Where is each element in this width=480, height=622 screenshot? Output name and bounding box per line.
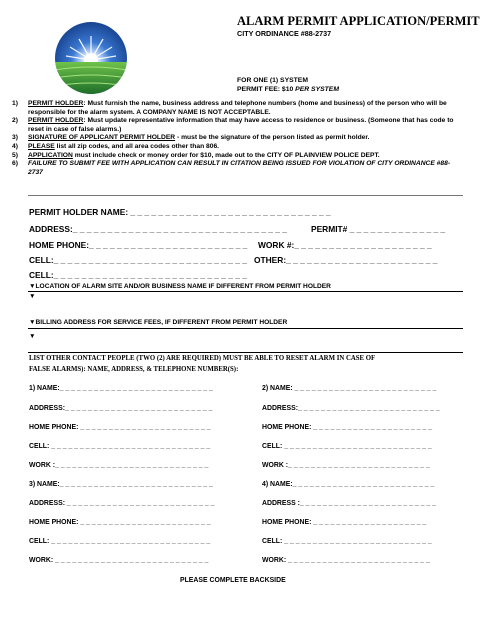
contact-1-home-phone-field[interactable]: HOME PHONE: _ _ _ _ _ _ _ _ _ _ _ _ _ _ _ _ _ _ _ _ _ _ _ bbox=[29, 424, 211, 431]
down-arrow-icon: ▼ bbox=[29, 293, 36, 300]
instruction-body: - must be the signature of the person listed as permit holder. bbox=[175, 134, 370, 142]
contacts-heading-2: FALSE ALARMS): NAME, ADDRESS, & TELEPHONE NUMBER(S): bbox=[29, 366, 239, 373]
instructions-list bbox=[12, 100, 462, 177]
instruction-number: 1) bbox=[12, 100, 18, 107]
cell-field-2[interactable]: CELL:_ _ _ _ _ _ _ _ _ _ _ _ _ _ _ _ _ _ _ _ _ _ _ _ _ _ _ _ bbox=[29, 270, 247, 280]
instruction-lead: PERMIT HOLDER bbox=[28, 100, 84, 107]
address-field[interactable]: ADDRESS:_ _ _ _ _ _ _ _ _ _ _ _ _ _ _ _ _ _ _ _ _ _ _ _ _ _ _ _ _ _ _ bbox=[29, 224, 287, 234]
work-number-field[interactable]: WORK #:_ _ _ _ _ _ _ _ _ _ _ _ _ _ _ _ _ _ _ _ bbox=[258, 240, 432, 250]
contact-4-work-field[interactable]: WORK: _ _ _ _ _ _ _ _ _ _ _ _ _ _ _ _ _ _ _ _ _ _ _ _ _ bbox=[262, 557, 430, 564]
contact-2-address-field[interactable]: ADDRESS:_ _ _ _ _ _ _ _ _ _ _ _ _ _ _ _ _ _ _ _ _ _ _ _ _ bbox=[262, 405, 440, 412]
instruction-body: list all zip codes, and all area codes other than 806. bbox=[54, 142, 220, 150]
instruction-item bbox=[12, 117, 462, 134]
down-arrow-icon: ▼ bbox=[29, 333, 36, 340]
contact-3-address-field[interactable]: ADDRESS: _ _ _ _ _ _ _ _ _ _ _ _ _ _ _ _ _ _ _ _ _ _ _ _ _ _ bbox=[29, 500, 215, 507]
form-title: ALARM PERMIT APPLICATION/PERMIT bbox=[237, 14, 480, 28]
instruction-text bbox=[28, 100, 462, 117]
instruction-lead: PLEASE bbox=[28, 142, 55, 150]
fee-system-line: FOR ONE (1) SYSTEM bbox=[237, 77, 308, 84]
instruction-item bbox=[12, 152, 462, 161]
permit-holder-name-field[interactable]: PERMIT HOLDER NAME: _ _ _ _ _ _ _ _ _ _ _ _ _ _ _ _ _ _ _ _ _ _ _ _ _ _ _ _ _ bbox=[29, 207, 331, 217]
instruction-lead: SIGNATURE OF APPLICANT PERMIT HOLDER bbox=[28, 134, 176, 142]
location-section-label bbox=[29, 283, 331, 290]
contact-3-cell-field[interactable]: CELL: _ _ _ _ _ _ _ _ _ _ _ _ _ _ _ _ _ _ _ _ _ _ _ _ _ _ _ _ bbox=[29, 538, 211, 545]
instruction-number: 4) bbox=[12, 142, 18, 150]
instruction-lead: PERMIT HOLDER bbox=[28, 117, 84, 125]
sunrise-globe-logo bbox=[55, 22, 127, 94]
instruction-number: 2) bbox=[12, 117, 18, 125]
contact-1-name-field[interactable]: 1) NAME:_ _ _ _ _ _ _ _ _ _ _ _ _ _ _ _ _ _ _ _ _ _ _ _ _ _ _ bbox=[29, 385, 213, 392]
home-phone-field[interactable]: HOME PHONE:_ _ _ _ _ _ _ _ _ _ _ _ _ _ _ _ _ _ _ _ _ _ _ bbox=[29, 240, 248, 250]
down-arrow-icon: ▼ bbox=[29, 319, 36, 326]
contact-2-name-field[interactable]: 2) NAME: _ _ _ _ _ _ _ _ _ _ _ _ _ _ _ _ _ _ _ _ _ _ _ _ _ bbox=[262, 385, 437, 392]
contact-3-home-phone-field[interactable]: HOME PHONE: _ _ _ _ _ _ _ _ _ _ _ _ _ _ _ _ _ _ _ _ _ _ _ bbox=[29, 519, 211, 526]
permit-fee-italic: PER SYSTEM bbox=[295, 86, 339, 93]
contact-4-cell-field[interactable]: CELL: _ _ _ _ _ _ _ _ _ _ _ _ _ _ _ _ _ _ _ _ _ _ _ _ _ _ bbox=[262, 538, 432, 545]
instruction-body: must include check or money order for $10, made out to the CITY OF PLAINVIEW POLICE DEPT. bbox=[72, 151, 380, 159]
contact-1-address-field[interactable]: ADDRESS:_ _ _ _ _ _ _ _ _ _ _ _ _ _ _ _ _ _ _ _ _ _ _ _ _ _ bbox=[29, 405, 213, 412]
instruction-body: : Must update representative information that may have access to residence or business. (Someone that has code to reset in case of false alarms.) bbox=[28, 117, 454, 133]
contact-3-name-field[interactable]: 3) NAME:_ _ _ _ _ _ _ _ _ _ _ _ _ _ _ _ _ _ _ _ _ _ _ _ _ _ _ bbox=[29, 481, 213, 488]
location-label-text: LOCATION OF ALARM SITE AND/OR BUSINESS NAME IF DIFFERENT FROM PERMIT HOLDER bbox=[35, 283, 331, 290]
contact-1-cell-field[interactable]: CELL: _ _ _ _ _ _ _ _ _ _ _ _ _ _ _ _ _ _ _ _ _ _ _ _ _ _ _ _ bbox=[29, 443, 211, 450]
instruction-number: 6) bbox=[12, 160, 18, 168]
instruction-item bbox=[12, 143, 462, 152]
contact-4-home-phone-field[interactable]: HOME PHONE: _ _ _ _ _ _ _ _ _ _ _ _ _ _ _ _ _ _ _ _ bbox=[262, 519, 427, 526]
divider bbox=[28, 195, 463, 196]
location-line bbox=[28, 291, 463, 292]
city-ordinance: CITY ORDINANCE #88-2737 bbox=[237, 29, 332, 38]
contact-2-work-field[interactable]: WORK :_ _ _ _ _ _ _ _ _ _ _ _ _ _ _ _ _ _ _ _ _ _ _ _ _ bbox=[262, 462, 430, 469]
cell-field[interactable]: CELL:_ _ _ _ _ _ _ _ _ _ _ _ _ _ _ _ _ _ _ _ _ _ _ _ _ _ _ _ bbox=[29, 255, 247, 265]
instruction-item bbox=[12, 134, 462, 143]
billing-label-text: BILLING ADDRESS FOR SERVICE FEES, IF DIFFERENT FROM PERMIT HOLDER bbox=[35, 319, 288, 326]
instruction-text bbox=[28, 117, 462, 134]
contact-2-home-phone-field[interactable]: HOME PHONE: _ _ _ _ _ _ _ _ _ _ _ _ _ _ _ _ _ _ _ _ _ bbox=[262, 424, 433, 431]
billing-line bbox=[28, 328, 463, 329]
contacts-heading-1: LIST OTHER CONTACT PEOPLE (TWO (2) ARE REQUIRED) MUST BE ABLE TO RESET ALARM IN CASE OF bbox=[29, 355, 376, 362]
permit-number-field[interactable]: PERMIT# _ _ _ _ _ _ _ _ _ _ _ _ _ _ bbox=[311, 224, 446, 234]
instruction-body: FAILURE TO SUBMIT FEE WITH APPLICATION CAN RESULT IN CITATION BEING ISSUED FOR VIOLATION OF CITY ORDINANCE #88-2737 bbox=[28, 160, 451, 176]
permit-fee-text: PERMIT FEE: $10 bbox=[237, 86, 296, 93]
instruction-text bbox=[28, 152, 462, 161]
contact-3-work-field[interactable]: WORK: _ _ _ _ _ _ _ _ _ _ _ _ _ _ _ _ _ _ _ _ _ _ _ _ _ _ _ bbox=[29, 557, 209, 564]
complete-backside-note: PLEASE COMPLETE BACKSIDE bbox=[180, 577, 286, 584]
down-arrow-icon: ▼ bbox=[29, 283, 36, 290]
instruction-number: 5) bbox=[12, 151, 18, 159]
permit-fee-line bbox=[237, 86, 339, 93]
contact-4-address-field[interactable]: ADDRESS :_ _ _ _ _ _ _ _ _ _ _ _ _ _ _ _ _ _ _ _ _ _ _ _ bbox=[262, 500, 436, 507]
instruction-lead: APPLICATION bbox=[28, 151, 73, 159]
contact-1-work-field[interactable]: WORK :_ _ _ _ _ _ _ _ _ _ _ _ _ _ _ _ _ _ _ _ _ _ _ _ _ _ _ bbox=[29, 462, 209, 469]
instruction-item bbox=[12, 160, 462, 177]
billing-section-label bbox=[29, 319, 287, 326]
other-phone-field[interactable]: OTHER:_ _ _ _ _ _ _ _ _ _ _ _ _ _ _ _ _ _ _ _ _ _ bbox=[254, 255, 438, 265]
billing-bottom-line bbox=[28, 352, 463, 353]
instruction-number: 3) bbox=[12, 134, 18, 142]
contact-2-cell-field[interactable]: CELL: _ _ _ _ _ _ _ _ _ _ _ _ _ _ _ _ _ _ _ _ _ _ _ _ _ _ bbox=[262, 443, 432, 450]
instruction-item bbox=[12, 100, 462, 117]
instruction-text bbox=[28, 134, 462, 143]
instruction-body: : Must furnish the name, business address and telephone numbers (home and business) of the person who will be responsible for the alarm system. A COMPANY NAME IS NOT ACCEPTABLE. bbox=[28, 100, 447, 116]
instruction-text bbox=[28, 143, 462, 152]
contact-4-name-field[interactable]: 4) NAME:_ _ _ _ _ _ _ _ _ _ _ _ _ _ _ _ _ _ _ _ _ _ _ _ _ bbox=[262, 481, 435, 488]
